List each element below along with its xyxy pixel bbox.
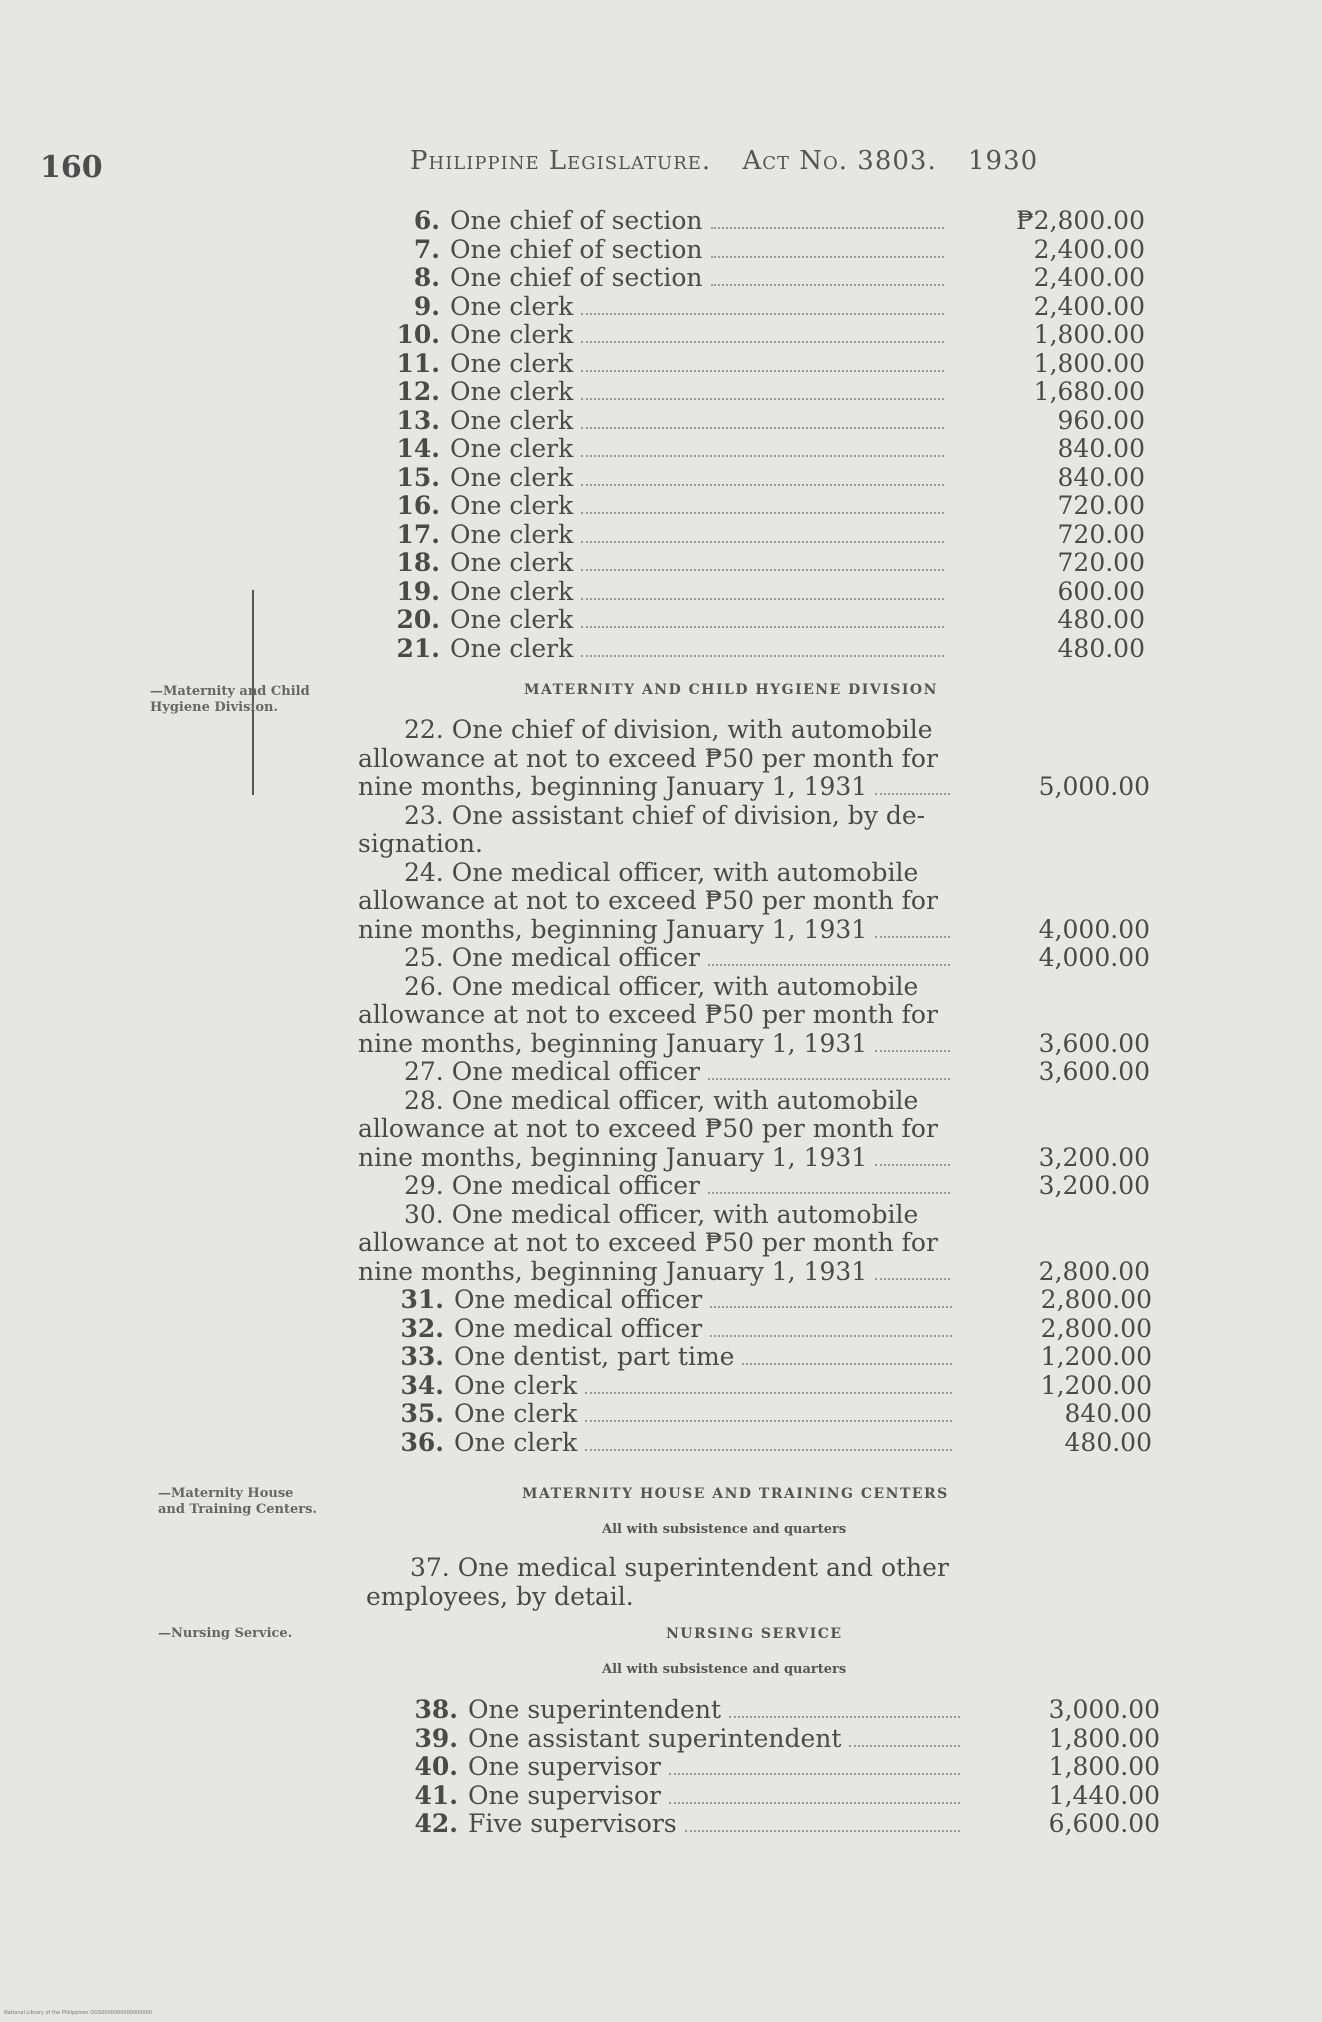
item-amount: 6,600.00 [1048,1809,1160,1838]
item-number: 13. [396,405,440,435]
item-number: 20. [396,605,440,634]
item-number: 33. [400,1342,444,1371]
nursing-margin-note: —Nursing Service. [158,1626,293,1641]
leader-dots [708,1060,950,1080]
item-amount: ₱2,800.00 [1016,206,1145,235]
item-amount: 480.00 [1064,1427,1152,1457]
item-text: One clerk [450,462,574,492]
leader-dots [581,580,944,600]
item-text: Five supervisors [468,1809,677,1838]
list-item [386,1372,952,1400]
item-number: 8. [413,263,440,292]
item-text: One clerk [454,1370,578,1400]
item-amount: 3,600.00 [1038,1057,1150,1086]
list-item [382,207,944,235]
item-text: One clerk [450,576,574,606]
list-item [400,1753,960,1781]
leader-dots [875,1146,950,1166]
paragraph-line: 24. One medical officer, with automobile [404,857,919,887]
item-amount: 1,440.00 [1048,1780,1160,1810]
leader-dots [711,238,944,258]
footer-credit: National Library of the Philippines DGS0000000000000000 [4,2010,153,2016]
item-amount: 2,800.00 [1040,1285,1152,1314]
item-amount: 720.00 [1057,548,1145,577]
item-text: One superintendent [468,1695,722,1724]
paragraph-line: signation. [358,829,483,858]
list-item [382,464,944,492]
item-text: One clerk [450,548,574,577]
paragraph-line: nine months, beginning January 1, 1931 [358,916,950,944]
item-amount: 3,200.00 [1038,1142,1150,1172]
leader-dots [585,1374,952,1394]
running-head-year: 1930 [968,146,1039,176]
item-amount: 2,400.00 [1033,291,1145,321]
item-text: One clerk [450,377,574,406]
list-item [386,1400,952,1428]
house-paragraph [366,1554,966,1611]
list-item [400,1782,960,1810]
item-number: 21. [396,633,440,663]
item-text: One clerk [450,633,574,663]
leader-dots [581,323,944,343]
nursing-heading: NURSING SERVICE [666,1626,843,1642]
item-number: 32. [400,1313,444,1343]
item-text: One medical officer [454,1285,703,1314]
item-number: 17. [396,519,440,549]
leader-dots [585,1431,952,1451]
item-text: One clerk [450,405,574,435]
item-amount: 1,800.00 [1048,1723,1160,1753]
item-text: One dentist, part time [454,1342,735,1371]
leader-dots [581,551,944,571]
leader-dots [711,209,944,229]
list-item [382,293,944,321]
list-item [382,350,944,378]
paragraph-line: 28. One medical officer, with automobile [404,1085,919,1115]
list-item [382,492,944,520]
item-amount: 1,800.00 [1048,1752,1160,1781]
item-amount: 720.00 [1057,519,1145,549]
leader-dots [581,608,944,628]
item-amount: 1,800.00 [1033,348,1145,378]
leader-dots [875,775,950,795]
item-amount: 2,400.00 [1033,234,1145,264]
list-item [386,1286,952,1314]
leader-dots [669,1755,960,1775]
item-text: One clerk [450,491,574,520]
item-number: 18. [396,548,440,577]
paragraph-line: 22. One chief of division, with automobile [404,715,933,744]
leader-dots [585,1402,952,1422]
paragraph-line: 29. One medical officer [404,1172,950,1200]
item-text: One clerk [450,320,574,349]
item-amount: 1,200.00 [1040,1370,1152,1400]
paragraph-line: 27. One medical officer [404,1058,950,1086]
item-amount: 1,200.00 [1040,1342,1152,1371]
house-para-line: 37. One medical superintendent and other [410,1553,949,1582]
list-item [382,549,944,577]
leader-dots [711,266,944,286]
leader-dots [581,466,944,486]
item-number: 15. [396,462,440,492]
paragraph-line: 23. One assistant chief of division, by de- [404,800,926,830]
item-text: One chief of section [450,263,703,292]
list-item [382,521,944,549]
item-amount: 480.00 [1057,605,1145,634]
item-amount: 4,000.00 [1038,943,1150,972]
item-number: 7. [413,234,440,264]
item-amount: 3,600.00 [1038,1028,1150,1058]
item-number: 41. [414,1780,458,1810]
leader-dots [685,1812,960,1832]
paragraph-line: 26. One medical officer, with automobile [404,971,919,1001]
item-text: One clerk [450,434,574,463]
leader-dots [729,1698,960,1718]
leader-dots [581,295,944,315]
paragraph-line: nine months, beginning January 1, 1931 [358,773,950,801]
item-amount: 1,680.00 [1033,377,1145,406]
item-text: One clerk [450,605,574,634]
item-amount: 3,200.00 [1038,1171,1150,1200]
item-amount: 5,000.00 [1038,772,1150,801]
item-number: 38. [414,1695,458,1724]
list-item [382,264,944,292]
item-number: 35. [400,1399,444,1428]
nursing-subheading: All with subsistence and quarters [602,1662,847,1677]
item-amount: 840.00 [1057,434,1145,463]
item-text: One supervisor [468,1780,661,1810]
list-item [382,321,944,349]
running-head [410,146,1060,176]
item-text: One assistant superintendent [468,1723,842,1753]
leader-dots [710,1288,952,1308]
list-item [382,435,944,463]
leader-dots [742,1345,952,1365]
list-item [382,578,944,606]
item-number: 39. [414,1723,458,1753]
list-item [400,1696,960,1724]
maternity-margin-note: —Maternity and Child Hygiene Division. [150,684,310,715]
item-number: 40. [414,1752,458,1781]
item-amount: 2,800.00 [1040,1313,1152,1343]
paragraph-line: nine months, beginning January 1, 1931 [358,1030,950,1058]
item-text: One clerk [450,291,574,321]
item-number: 36. [400,1427,444,1457]
page-number: 160 [40,150,103,185]
item-number: 14. [396,434,440,463]
list-item [400,1725,960,1753]
leader-dots [708,1174,950,1194]
paragraph-line: 25. One medical officer [404,944,950,972]
item-amount: 720.00 [1057,491,1145,520]
item-number: 34. [400,1370,444,1400]
list-item [382,378,944,406]
item-amount: 1,800.00 [1033,320,1145,349]
leader-dots [581,523,944,543]
paragraph-line: allowance at not to exceed ₱50 per month for [358,743,938,773]
item-number: 31. [400,1285,444,1314]
item-text: One medical officer [454,1313,703,1343]
paragraph-line: 30. One medical officer, with automobile [404,1199,919,1229]
item-number: 6. [413,206,440,235]
running-head-title: Philippine Legislature. [410,146,712,176]
item-amount: 480.00 [1057,633,1145,663]
running-head-act: Act No. 3803. [742,146,937,176]
house-margin-note: —Maternity House and Training Centers. [158,1486,317,1517]
list-item [386,1429,952,1457]
paragraph-line: allowance at not to exceed ₱50 per month for [358,1228,938,1257]
leader-dots [849,1727,960,1747]
item-amount: 2,800.00 [1038,1256,1150,1286]
list-item [400,1810,960,1838]
item-text: One chief of section [450,234,703,264]
item-text: One chief of section [450,206,703,235]
house-heading: MATERNITY HOUSE AND TRAINING CENTERS [522,1486,949,1502]
item-text: One clerk [454,1427,578,1457]
leader-dots [669,1784,960,1804]
paragraph-line: allowance at not to exceed ₱50 per month for [358,886,938,915]
item-amount: 960.00 [1057,405,1145,435]
item-amount: 600.00 [1057,576,1145,606]
list-item [382,407,944,435]
item-number: 19. [396,576,440,606]
leader-dots [581,637,944,657]
item-amount: 840.00 [1057,462,1145,492]
item-number: 9. [413,291,440,321]
item-amount: 2,400.00 [1033,263,1145,292]
leader-dots [581,437,944,457]
leader-dots [581,352,944,372]
leader-dots [875,918,950,938]
leader-dots [875,1032,950,1052]
item-amount: 840.00 [1064,1399,1152,1428]
leader-dots [581,409,944,429]
leader-dots [581,494,944,514]
item-text: One clerk [450,519,574,549]
maternity-heading: MATERNITY AND CHILD HYGIENE DIVISION [524,682,938,698]
leader-dots [710,1317,952,1337]
item-text: One clerk [454,1399,578,1428]
item-number: 10. [396,320,440,349]
item-number: 16. [396,491,440,520]
item-number: 11. [396,348,440,378]
list-item [382,606,944,634]
list-item [386,1343,952,1371]
paragraph-line: allowance at not to exceed ₱50 per month for [358,1114,938,1143]
paragraph-line: allowance at not to exceed ₱50 per month for [358,1000,938,1029]
paragraph-line: nine months, beginning January 1, 1931 [358,1144,950,1172]
leader-dots [708,946,950,966]
item-text: One supervisor [468,1752,661,1781]
leader-dots [875,1260,950,1280]
leader-dots [581,380,944,400]
item-number: 42. [414,1809,458,1838]
item-text: One clerk [450,348,574,378]
house-para-line: employees, by detail. [366,1581,634,1611]
list-item [386,1315,952,1343]
list-item [382,236,944,264]
house-subheading: All with subsistence and quarters [602,1522,847,1537]
item-amount: 4,000.00 [1038,914,1150,944]
list-item [382,635,944,663]
paragraph-line: nine months, beginning January 1, 1931 [358,1258,950,1286]
item-number: 12. [396,377,440,406]
item-amount: 3,000.00 [1048,1695,1160,1724]
